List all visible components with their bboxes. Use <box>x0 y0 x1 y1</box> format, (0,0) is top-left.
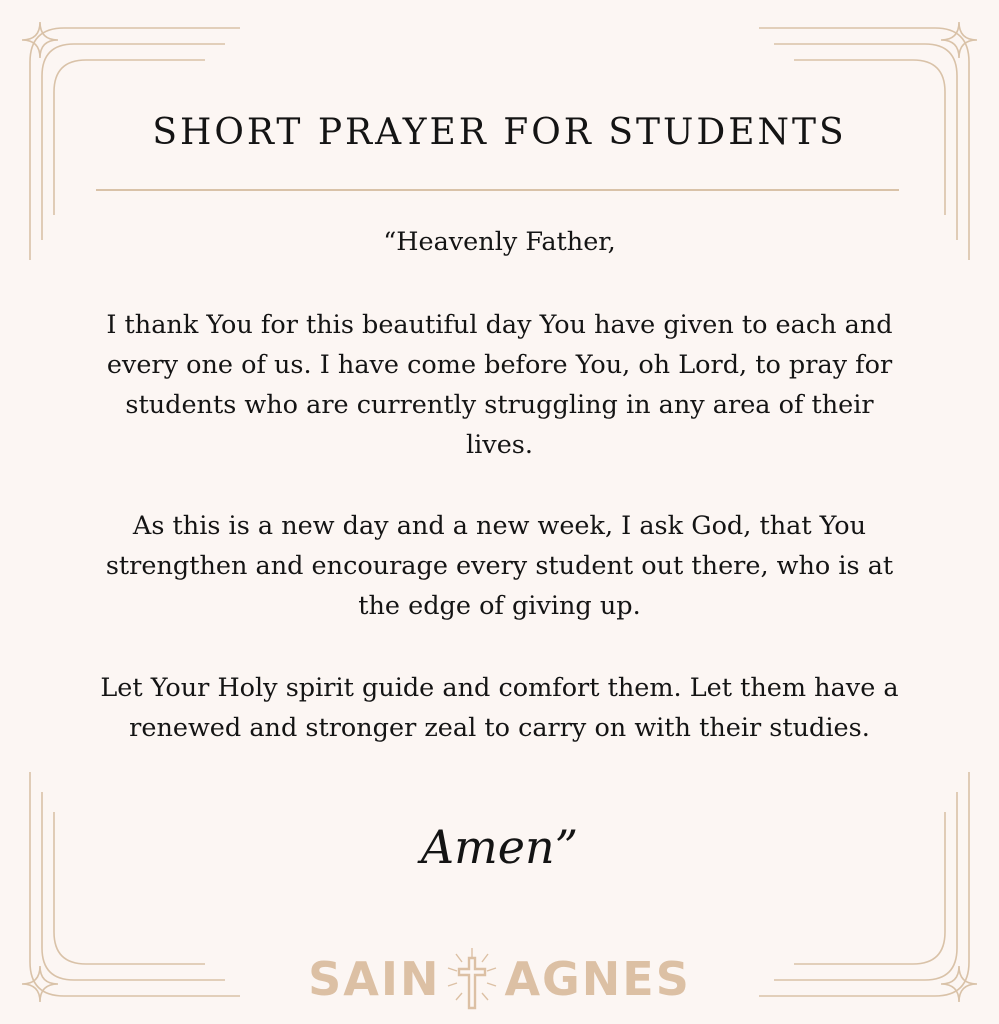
prayer-paragraph-3: Let Your Holy spirit guide and comfort them. Let them have a renewed and stronger zeal to carry on with their studies. <box>100 673 899 743</box>
prayer-paragraph-1: I thank You for this beautiful day You have given to each and every one of us. I have come before You, oh Lord, to pray for students who are currently struggling in any area of their lives. <box>106 310 893 460</box>
logo-left-word: SAIN <box>308 952 441 1006</box>
prayer-closing: Amen” <box>420 820 579 874</box>
logo-right-word: AGNES <box>504 952 691 1006</box>
prayer-salutation: “Heavenly Father, <box>383 227 616 257</box>
page-title: SHORT PRAYER FOR STUDENTS <box>152 112 847 153</box>
brand-logo <box>0 944 999 1014</box>
cross-icon <box>442 944 502 1014</box>
title-divider <box>96 189 899 191</box>
prayer-paragraph-2: As this is a new day and a new week, I ask God, that You strengthen and encourage every student out there, who is at the edge of giving up. <box>105 511 894 621</box>
